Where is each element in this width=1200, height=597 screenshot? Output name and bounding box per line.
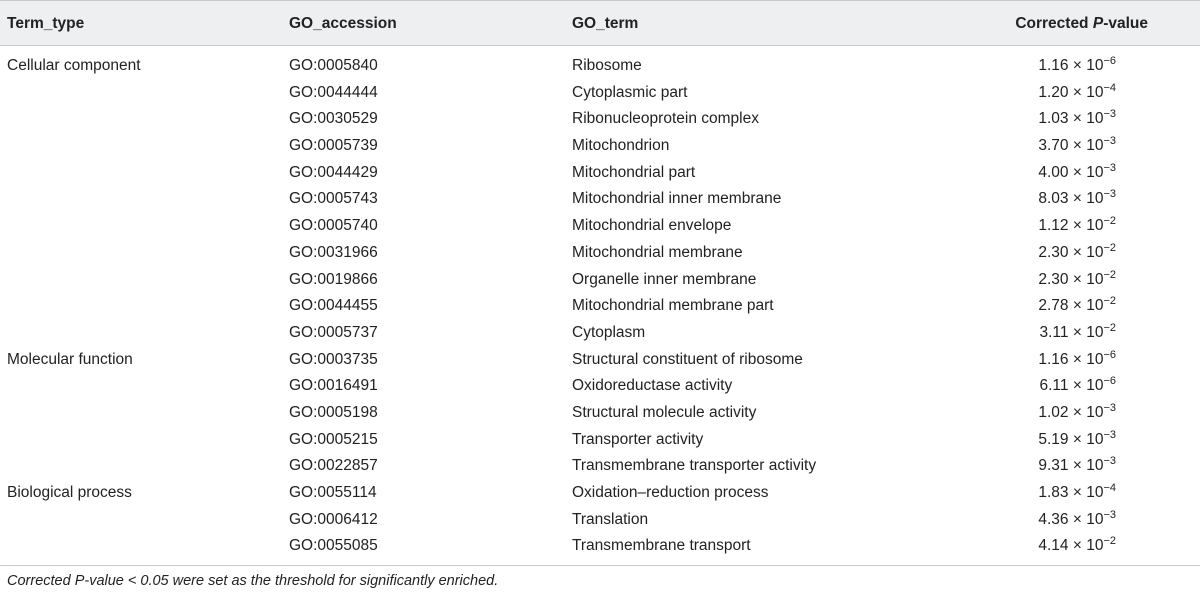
pvalue-exponent: −6	[1103, 375, 1116, 388]
pvalue-exponent: −2	[1103, 535, 1116, 548]
pvalue-times-symbol: ×	[1072, 217, 1082, 235]
cell-term-type: Cellular component	[7, 57, 141, 74]
table-row	[0, 133, 1200, 160]
cell-go-term: Ribonucleoprotein complex	[572, 110, 759, 128]
cell-go-term: Structural constituent of ribosome	[572, 350, 803, 368]
pvalue-exponent: −4	[1103, 81, 1116, 94]
table-header	[0, 0, 1200, 46]
pvalue-exponent: −6	[1103, 348, 1116, 361]
table-row	[0, 320, 1200, 347]
table-row	[0, 373, 1200, 400]
pvalue-times-symbol: ×	[1072, 430, 1082, 448]
cell-corrected-pvalue	[1039, 323, 1116, 343]
table-row	[0, 267, 1200, 294]
table-body	[0, 53, 1200, 560]
pvalue-exponent: −2	[1103, 215, 1116, 228]
cell-corrected-pvalue	[1038, 350, 1116, 370]
pvalue-base: 10	[1086, 350, 1104, 368]
pvalue-base: 10	[1086, 537, 1104, 555]
pvalue-base: 10	[1086, 403, 1104, 421]
cell-term-type: Molecular function	[7, 350, 133, 368]
cell-corrected-pvalue	[1038, 270, 1116, 290]
cell-corrected-pvalue	[1038, 536, 1116, 556]
cell-go-term: Transmembrane transport	[572, 537, 751, 555]
cell-go-accession: GO:0006412	[289, 510, 378, 528]
pvalue-exponent: −3	[1103, 108, 1116, 121]
pvalue-mantissa: 2.30	[1038, 243, 1069, 261]
cell-term-type: Biological process	[7, 484, 132, 501]
pvalue-exponent: −6	[1103, 55, 1116, 67]
table-row	[0, 507, 1200, 534]
pvalue-base: 10	[1086, 243, 1104, 261]
pvalue-mantissa: 1.16	[1038, 350, 1069, 368]
cell-go-accession: GO:0031966	[289, 243, 378, 261]
header-pvalue-prefix: Corrected	[1015, 15, 1093, 32]
cell-go-term: Structural molecule activity	[572, 403, 757, 421]
pvalue-mantissa: 4.36	[1038, 510, 1069, 528]
table-row	[0, 53, 1200, 80]
pvalue-base: 10	[1086, 430, 1104, 448]
cell-go-accession: GO:0003735	[289, 350, 378, 368]
table-row	[0, 347, 1200, 374]
cell-corrected-pvalue	[1038, 83, 1116, 103]
cell-go-term: Mitochondrial inner membrane	[572, 190, 782, 208]
pvalue-exponent: −3	[1103, 508, 1116, 521]
pvalue-base: 10	[1086, 57, 1104, 74]
cell-go-accession: GO:0019866	[289, 270, 378, 288]
pvalue-mantissa: 8.03	[1038, 190, 1069, 208]
cell-go-accession: GO:0022857	[289, 457, 378, 475]
pvalue-times-symbol: ×	[1072, 510, 1082, 528]
pvalue-base: 10	[1086, 457, 1104, 475]
cell-corrected-pvalue	[1038, 403, 1116, 423]
cell-go-accession: GO:0016491	[289, 377, 378, 395]
header-go-term: GO_term	[572, 15, 639, 32]
cell-go-accession: GO:0044429	[289, 163, 378, 181]
cell-go-term: Mitochondrial membrane	[572, 243, 743, 261]
cell-go-term: Mitochondrial membrane part	[572, 297, 774, 315]
cell-go-term: Ribosome	[572, 57, 642, 74]
cell-go-accession: GO:0055085	[289, 537, 378, 555]
pvalue-exponent: −2	[1103, 268, 1116, 281]
cell-go-term: Oxidation–reduction process	[572, 484, 769, 501]
pvalue-mantissa: 3.11	[1039, 323, 1069, 341]
header-term-type: Term_type	[7, 15, 85, 32]
pvalue-mantissa: 4.14	[1038, 537, 1069, 555]
table-row	[0, 240, 1200, 267]
pvalue-times-symbol: ×	[1072, 163, 1082, 181]
pvalue-mantissa: 3.70	[1038, 137, 1069, 155]
cell-go-accession: GO:0005215	[289, 430, 378, 448]
pvalue-mantissa: 2.30	[1038, 270, 1069, 288]
cell-go-accession: GO:0005840	[289, 57, 378, 74]
cell-go-accession: GO:0030529	[289, 110, 378, 128]
table-row	[0, 293, 1200, 320]
pvalue-base: 10	[1086, 510, 1104, 528]
pvalue-times-symbol: ×	[1072, 190, 1082, 208]
cell-corrected-pvalue	[1038, 189, 1116, 209]
pvalue-base: 10	[1086, 190, 1104, 208]
cell-go-term: Transporter activity	[572, 430, 704, 448]
pvalue-times-symbol: ×	[1072, 83, 1082, 101]
pvalue-times-symbol: ×	[1072, 110, 1082, 128]
cell-go-accession: GO:0005737	[289, 323, 378, 341]
table-row	[0, 400, 1200, 427]
cell-go-term: Mitochondrion	[572, 137, 670, 155]
cell-go-accession: GO:0044444	[289, 83, 378, 101]
cell-corrected-pvalue	[1038, 243, 1116, 263]
cell-go-accession: GO:0044455	[289, 297, 378, 315]
table-row	[0, 533, 1200, 560]
cell-go-accession: GO:0005740	[289, 217, 378, 235]
cell-go-term: Mitochondrial envelope	[572, 217, 732, 235]
pvalue-mantissa: 1.12	[1038, 217, 1069, 235]
pvalue-times-symbol: ×	[1072, 350, 1082, 368]
cell-corrected-pvalue	[1039, 376, 1116, 396]
table-row	[0, 80, 1200, 107]
header-go-accession: GO_accession	[289, 15, 397, 32]
cell-go-term: Organelle inner membrane	[572, 270, 757, 288]
table-row	[0, 427, 1200, 454]
pvalue-exponent: −3	[1103, 188, 1116, 201]
cell-go-accession: GO:0005198	[289, 403, 378, 421]
table-row	[0, 480, 1200, 507]
table-footnote: Corrected P-value < 0.05 were set as the threshold for significantly enriched.	[7, 573, 499, 589]
table-bottom-rule	[0, 565, 1200, 566]
pvalue-exponent: −3	[1103, 135, 1116, 148]
cell-corrected-pvalue	[1038, 456, 1116, 476]
cell-go-term: Mitochondrial part	[572, 163, 696, 181]
table-row	[0, 213, 1200, 240]
pvalue-mantissa: 1.02	[1038, 403, 1069, 421]
cell-corrected-pvalue	[1038, 430, 1116, 450]
cell-corrected-pvalue	[1038, 56, 1116, 76]
header-pvalue-suffix: -value	[1103, 15, 1148, 32]
pvalue-times-symbol: ×	[1072, 403, 1082, 421]
pvalue-mantissa: 9.31	[1038, 457, 1069, 475]
pvalue-base: 10	[1086, 110, 1104, 128]
cell-go-term: Oxidoreductase activity	[572, 377, 733, 395]
table-row	[0, 106, 1200, 133]
pvalue-base: 10	[1086, 83, 1104, 101]
pvalue-mantissa: 1.03	[1038, 110, 1069, 128]
pvalue-times-symbol: ×	[1072, 537, 1082, 555]
pvalue-mantissa: 1.83	[1038, 484, 1069, 501]
cell-corrected-pvalue	[1038, 296, 1116, 316]
pvalue-base: 10	[1086, 163, 1104, 181]
cell-go-term: Cytoplasmic part	[572, 83, 688, 101]
pvalue-mantissa: 1.16	[1038, 57, 1069, 74]
cell-go-accession: GO:0055114	[289, 484, 377, 501]
cell-corrected-pvalue	[1038, 510, 1116, 530]
pvalue-base: 10	[1086, 217, 1104, 235]
pvalue-times-symbol: ×	[1072, 57, 1082, 74]
cell-corrected-pvalue	[1038, 136, 1116, 156]
pvalue-mantissa: 6.11	[1039, 377, 1069, 395]
pvalue-times-symbol: ×	[1072, 484, 1082, 501]
pvalue-times-symbol: ×	[1072, 297, 1082, 315]
pvalue-exponent: −3	[1103, 401, 1116, 414]
pvalue-mantissa: 1.20	[1038, 83, 1069, 101]
pvalue-exponent: −3	[1103, 455, 1116, 468]
pvalue-base: 10	[1086, 270, 1104, 288]
cell-go-accession: GO:0005739	[289, 137, 378, 155]
table-row	[0, 453, 1200, 480]
cell-go-term: Translation	[572, 510, 649, 528]
table-row	[0, 186, 1200, 213]
pvalue-times-symbol: ×	[1072, 457, 1082, 475]
pvalue-exponent: −2	[1103, 321, 1116, 334]
pvalue-base: 10	[1086, 297, 1104, 315]
cell-corrected-pvalue	[1038, 216, 1116, 236]
cell-corrected-pvalue	[1038, 163, 1116, 183]
pvalue-exponent: −3	[1103, 428, 1116, 441]
pvalue-times-symbol: ×	[1072, 323, 1082, 341]
cell-corrected-pvalue	[1038, 483, 1116, 503]
header-corrected-pvalue	[1015, 14, 1148, 34]
cell-go-accession: GO:0005743	[289, 190, 378, 208]
pvalue-exponent: −2	[1103, 241, 1116, 254]
table-row	[0, 160, 1200, 187]
pvalue-base: 10	[1086, 377, 1104, 395]
cell-go-term: Cytoplasm	[572, 323, 646, 341]
pvalue-times-symbol: ×	[1072, 243, 1082, 261]
header-pvalue-italic: P	[1092, 15, 1104, 32]
pvalue-base: 10	[1086, 137, 1104, 155]
pvalue-exponent: −2	[1103, 295, 1116, 308]
pvalue-times-symbol: ×	[1072, 377, 1082, 395]
pvalue-times-symbol: ×	[1072, 137, 1082, 155]
pvalue-base: 10	[1086, 484, 1104, 501]
pvalue-mantissa: 2.78	[1038, 297, 1069, 315]
pvalue-exponent: −4	[1103, 482, 1116, 494]
pvalue-exponent: −3	[1103, 161, 1116, 174]
pvalue-times-symbol: ×	[1072, 270, 1082, 288]
cell-go-term: Transmembrane transporter activity	[572, 457, 817, 475]
cell-corrected-pvalue	[1038, 109, 1116, 129]
pvalue-base: 10	[1086, 323, 1104, 341]
pvalue-mantissa: 4.00	[1038, 163, 1069, 181]
pvalue-mantissa: 5.19	[1038, 430, 1069, 448]
